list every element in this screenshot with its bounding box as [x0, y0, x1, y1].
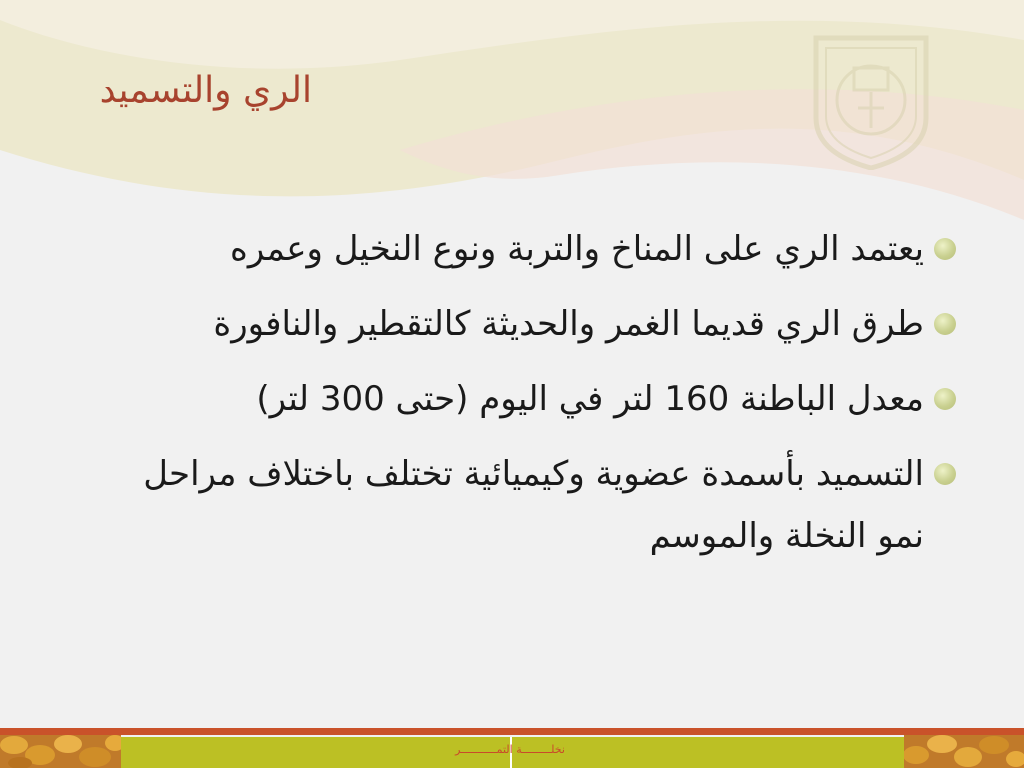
bullet-text: طرق الري قديما الغمر والحديثة كالتقطير والنافورة [213, 304, 924, 344]
bullet-item [98, 443, 958, 567]
bullet-dot-icon [934, 388, 956, 410]
bullet-dot-icon [934, 463, 956, 485]
footer-divider-line [0, 728, 1024, 735]
slide-title: الري والتسميد [99, 70, 312, 111]
dates-fruit-image [904, 735, 1024, 768]
university-seal-icon [806, 28, 936, 170]
bullet-dot-icon [934, 313, 956, 335]
bullet-list [98, 218, 958, 580]
bullet-dot-icon [934, 238, 956, 260]
dates-fruit-image [0, 735, 121, 768]
bullet-item [98, 293, 958, 355]
footer-text: نخلـــــــــة التمـــــــــــر [455, 743, 565, 756]
bullet-item [98, 368, 958, 430]
bullet-text: التسميد بأسمدة عضوية وكيميائية تختلف باختلاف مراحل نمو النخلة والموسم [143, 454, 924, 556]
bullet-item [98, 218, 958, 280]
bullet-text: معدل الباطنة 160 لتر في اليوم (حتى 300 لتر) [256, 379, 924, 419]
bullet-text: يعتمد الري على المناخ والتربة ونوع النخيل وعمره [230, 229, 924, 269]
